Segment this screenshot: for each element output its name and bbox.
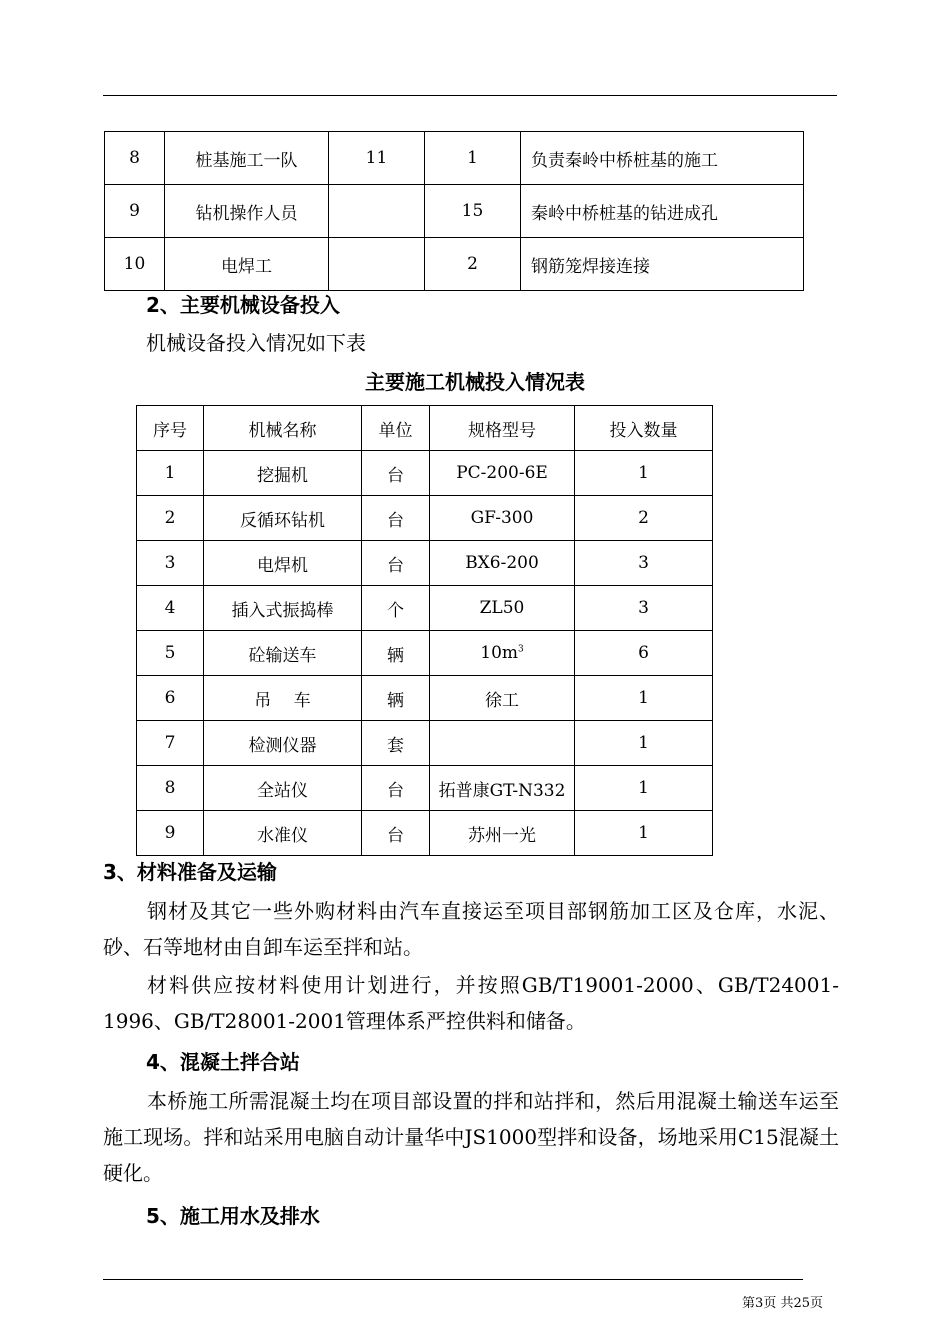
table-row xyxy=(137,721,713,766)
table-row xyxy=(137,811,713,856)
cell-name: 检测仪器 xyxy=(204,721,362,766)
cell-qty: 3 xyxy=(575,586,713,631)
table-row xyxy=(105,238,804,291)
cell-qty: 1 xyxy=(575,811,713,856)
section-heading: 4、混凝土拌合站 xyxy=(146,1050,300,1074)
column-header: 投入数量 xyxy=(575,406,713,451)
column-header: 机械名称 xyxy=(204,406,362,451)
cell-spec xyxy=(430,721,575,766)
cell-unit: 台 xyxy=(362,496,430,541)
table-row xyxy=(137,586,713,631)
paragraph: 本桥施工所需混凝土均在项目部设置的拌和站拌和，然后用混凝土输送车运至施工现场。拌和站采用电脑自动计量华中JS1000型拌和设备，场地采用C15混凝土硬化。 xyxy=(103,1089,839,1185)
cell-no: 1 xyxy=(137,451,204,496)
cell-name: 电焊机 xyxy=(204,541,362,586)
table-title: 主要施工机械投入情况表 xyxy=(365,370,585,394)
cell-spec: ZL50 xyxy=(430,586,575,631)
cell-spec: 拓普康GT-N332 xyxy=(430,766,575,811)
cell-qty: 1 xyxy=(575,676,713,721)
cell-unit: 台 xyxy=(362,811,430,856)
cell-count: 15 xyxy=(425,185,521,238)
cell-unit: 辆 xyxy=(362,676,430,721)
cell-name: 吊 车 xyxy=(204,676,362,721)
cell-no: 8 xyxy=(105,132,165,185)
table-row xyxy=(137,631,713,676)
cell-no: 4 xyxy=(137,586,204,631)
cell-unit: 台 xyxy=(362,541,430,586)
cell-qty: 1 xyxy=(575,451,713,496)
cell-name: 全站仪 xyxy=(204,766,362,811)
cell-spec: 苏州一光 xyxy=(430,811,575,856)
cell-unit: 套 xyxy=(362,721,430,766)
cell-name: 反循环钻机 xyxy=(204,496,362,541)
cell-no: 6 xyxy=(137,676,204,721)
cell-qty: 2 xyxy=(575,496,713,541)
cell-duty: 秦岭中桥桩基的钻进成孔 xyxy=(521,185,804,238)
cell-name: 挖掘机 xyxy=(204,451,362,496)
cell-name: 砼输送车 xyxy=(204,631,362,676)
cell-name: 插入式振捣棒 xyxy=(204,586,362,631)
cell-qty: 3 xyxy=(575,541,713,586)
cell-count: 11 xyxy=(329,132,425,185)
paragraph: 钢材及其它一些外购材料由汽车直接运至项目部钢筋加工区及仓库，水泥、砂、石等地材由自卸车运至拌和站。 xyxy=(103,899,839,959)
table-row xyxy=(137,496,713,541)
column-header: 单位 xyxy=(362,406,430,451)
section-heading: 3、材料准备及运输 xyxy=(103,860,277,884)
cell-no: 3 xyxy=(137,541,204,586)
cell-name: 钻机操作人员 xyxy=(165,185,329,238)
cell-no: 2 xyxy=(137,496,204,541)
cell-count xyxy=(329,185,425,238)
spec-value: 10m xyxy=(480,643,519,663)
machine-table xyxy=(136,405,713,856)
cell-no: 8 xyxy=(137,766,204,811)
cell-qty: 6 xyxy=(575,631,713,676)
cell-name: 电焊工 xyxy=(165,238,329,291)
cell-unit: 辆 xyxy=(362,631,430,676)
staff-table xyxy=(104,131,804,291)
table-header-row xyxy=(137,406,713,451)
section-heading: 2、主要机械设备投入 xyxy=(146,293,340,317)
column-header: 序号 xyxy=(137,406,204,451)
cell-unit: 个 xyxy=(362,586,430,631)
section-intro: 机械设备投入情况如下表 xyxy=(146,331,366,355)
table-row xyxy=(137,766,713,811)
cell-spec xyxy=(430,631,575,676)
cell-duty: 负责秦岭中桥桩基的施工 xyxy=(521,132,804,185)
cell-spec: GF-300 xyxy=(430,496,575,541)
cell-count: 1 xyxy=(425,132,521,185)
table-row xyxy=(137,676,713,721)
footer-rule xyxy=(103,1279,803,1280)
cell-name: 水准仪 xyxy=(204,811,362,856)
cell-unit: 台 xyxy=(362,766,430,811)
cell-unit: 台 xyxy=(362,451,430,496)
cell-no: 7 xyxy=(137,721,204,766)
cell-count: 2 xyxy=(425,238,521,291)
table-row xyxy=(137,541,713,586)
section-heading: 5、施工用水及排水 xyxy=(146,1204,320,1228)
cell-name: 桩基施工一队 xyxy=(165,132,329,185)
cell-qty: 1 xyxy=(575,766,713,811)
page-number: 第3页 共25页 xyxy=(742,1296,823,1311)
cell-spec: 徐工 xyxy=(430,676,575,721)
cell-no: 10 xyxy=(105,238,165,291)
cell-spec: PC-200-6E xyxy=(430,451,575,496)
cell-qty: 1 xyxy=(575,721,713,766)
cell-spec: BX6-200 xyxy=(430,541,575,586)
table-row xyxy=(137,451,713,496)
spec-superscript: 3 xyxy=(518,644,524,655)
table-row xyxy=(105,132,804,185)
cell-count xyxy=(329,238,425,291)
header-rule xyxy=(103,95,837,96)
cell-no: 9 xyxy=(105,185,165,238)
paragraph: 材料供应按材料使用计划进行，并按照GB/T19001-2000、GB/T24001-1996、GB/T28001-2001管理体系严控供料和储备。 xyxy=(103,973,839,1033)
cell-no: 9 xyxy=(137,811,204,856)
table-row xyxy=(105,185,804,238)
cell-no: 5 xyxy=(137,631,204,676)
cell-duty: 钢筋笼焊接连接 xyxy=(521,238,804,291)
column-header: 规格型号 xyxy=(430,406,575,451)
